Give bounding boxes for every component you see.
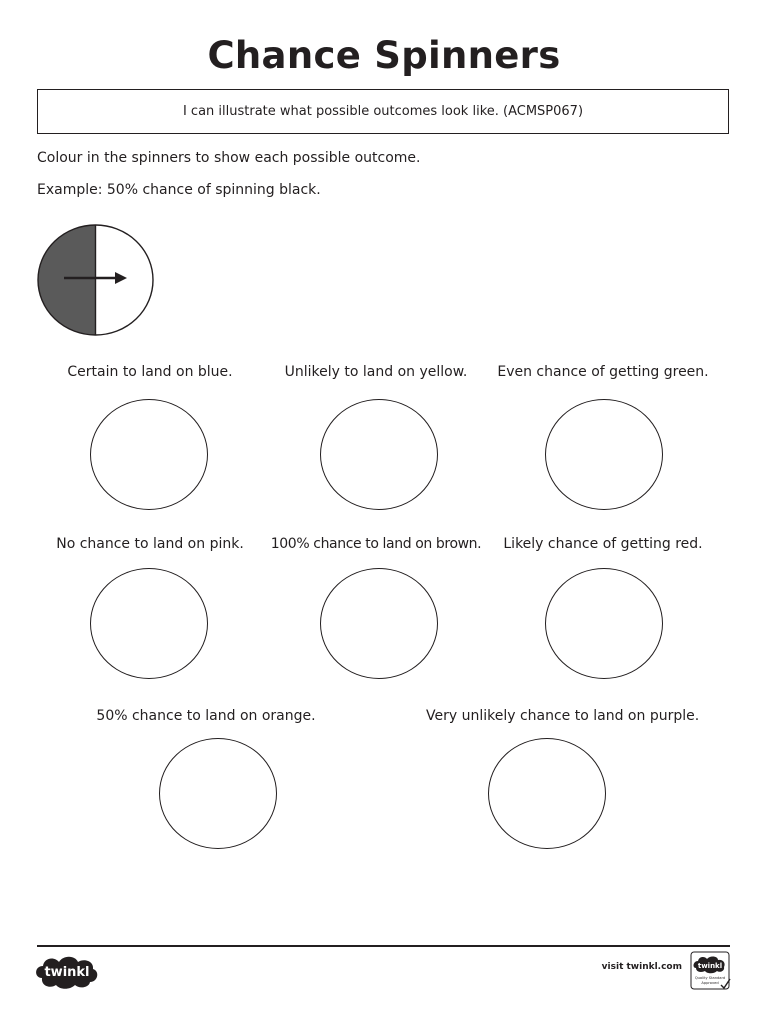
task-prompt-orange: 50% chance to land on orange. bbox=[96, 708, 316, 724]
learning-objective-text: I can illustrate what possible outcomes look like. (ACMSP067) bbox=[182, 104, 584, 119]
twinkl-logo-text: twinkl bbox=[44, 965, 90, 980]
spinner-purple[interactable] bbox=[488, 738, 606, 849]
footer-divider bbox=[37, 945, 730, 947]
quality-badge-caption-2: Approved bbox=[701, 981, 719, 985]
example-spinner-shaded-half bbox=[38, 225, 96, 335]
spinner-brown[interactable] bbox=[320, 568, 438, 679]
quality-badge-caption-1: Quality Standard bbox=[694, 976, 726, 980]
example-spinner bbox=[37, 224, 155, 336]
spinner-orange[interactable] bbox=[159, 738, 277, 849]
quality-badge-brand: twinkl bbox=[697, 962, 723, 970]
task-prompt-brown: 100% chance to land on brown. bbox=[270, 536, 482, 552]
spinner-red[interactable] bbox=[545, 568, 663, 679]
quality-badge bbox=[690, 951, 732, 991]
example-spinner-arrow-head bbox=[115, 272, 127, 284]
task-prompt-pink: No chance to land on pink. bbox=[56, 536, 244, 552]
example-text: Example: 50% chance of spinning black. bbox=[37, 182, 321, 198]
visit-link[interactable]: visit twinkl.com bbox=[601, 962, 682, 972]
task-prompt-blue: Certain to land on blue. bbox=[67, 364, 233, 380]
task-prompt-green: Even chance of getting green. bbox=[497, 364, 709, 380]
learning-objective-box bbox=[37, 89, 729, 134]
twinkl-logo bbox=[34, 952, 100, 992]
instruction-text: Colour in the spinners to show each possible outcome. bbox=[37, 150, 421, 166]
spinner-pink[interactable] bbox=[90, 568, 208, 679]
task-prompt-yellow: Unlikely to land on yellow. bbox=[284, 364, 468, 380]
task-prompt-red: Likely chance of getting red. bbox=[503, 536, 703, 552]
spinner-yellow[interactable] bbox=[320, 399, 438, 510]
page-title: Chance Spinners bbox=[207, 34, 561, 77]
spinner-green[interactable] bbox=[545, 399, 663, 510]
spinner-blue[interactable] bbox=[90, 399, 208, 510]
task-prompt-purple: Very unlikely chance to land on purple. bbox=[426, 708, 700, 724]
